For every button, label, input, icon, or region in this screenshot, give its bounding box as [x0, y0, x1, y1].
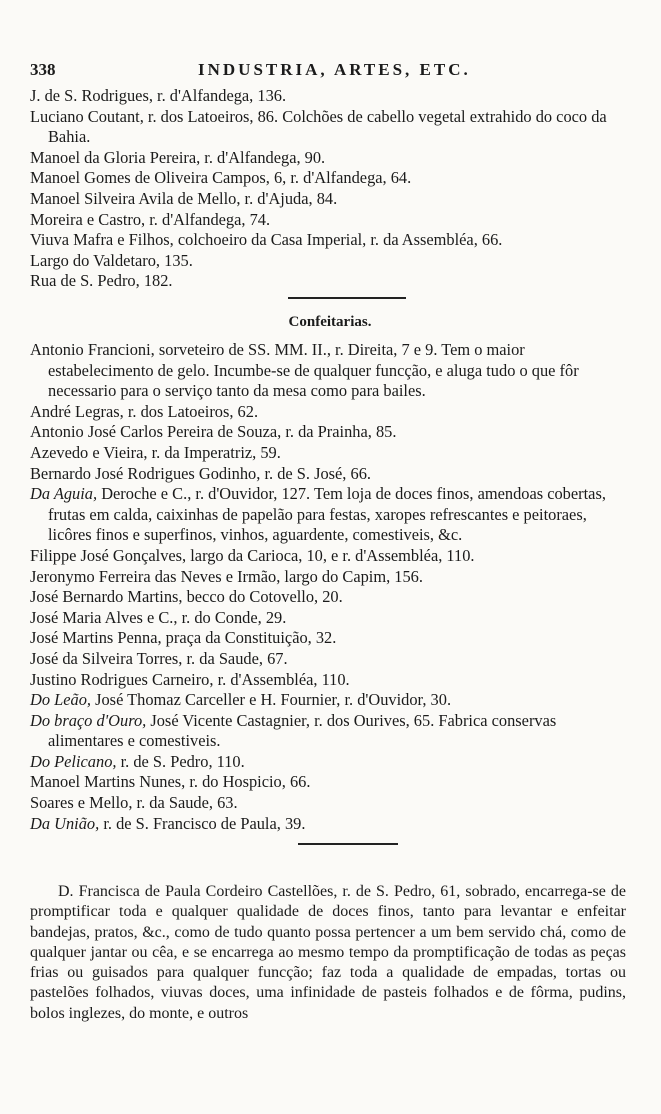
entry-text: Bernardo José Rodrigues Godinho, r. de S. José, 66.	[30, 463, 371, 483]
closing-paragraph: D. Francisca de Paula Cordeiro Castellões, r. de S. Pedro, 61, sobrado, encarrega-se de promptificar toda e qualquer qualidade de doces finos, tanto para levantar e enfeitar bandejas, pratos, &c., como de tudo quanto possa pertencer a um bem servido chá, como de qualquer jantar ou cêa, e se encarrega ao mesmo tempo da promptificação de todas as peças frias ou guisados para qualquer funcção; faz toda a qualidade de empadas, tortas ou pastelões folhados, viuvas doces, uma infinidade de pasteis folhados e de fôrma, pudins, bolos inglezes, do monte, e outros	[30, 883, 626, 1022]
upholsterers-list	[30, 86, 630, 292]
entry-text: Antonio Francioni, sorveteiro de SS. MM. II., r. Direita, 7 e 9. Tem o maior estabelecimento de gelo. Incumbe-se de qualquer funcção, e aluga tudo o que fôr necessario para o serviço tanto da mesa como para bailes.	[30, 340, 579, 401]
entry-text: Soares e Mello, r. da Saude, 63.	[30, 793, 238, 813]
entry-text: André Legras, r. dos Latoeiros, 62.	[30, 401, 259, 421]
list-item: Manoel da Gloria Pereira, r. d'Alfandega, 90.	[30, 147, 326, 167]
list-item	[30, 608, 630, 629]
list-item: Moreira e Castro, r. d'Alfandega, 74.	[30, 209, 271, 229]
list-item	[30, 628, 630, 649]
document-page	[30, 0, 630, 1114]
shop-name: Do Pelicano,	[30, 751, 117, 771]
entry-text: Manoel Martins Nunes, r. do Hospicio, 66.	[30, 772, 311, 792]
entry-text: Filippe José Gonçalves, largo da Carioca, 10, e r. d'Assembléa, 110.	[30, 545, 475, 565]
shop-name: Da Aguia,	[30, 484, 98, 504]
list-item	[30, 567, 630, 588]
list-item	[30, 772, 630, 793]
list-item	[30, 690, 630, 711]
list-item: Luciano Coutant, r. dos Latoeiros, 86. Colchões de cabello vegetal extrahido do coco da Bahia.	[30, 106, 607, 147]
list-item: Manoel Silveira Avila de Mello, r. d'Ajuda, 84.	[30, 188, 338, 208]
entry-text: José Bernardo Martins, becco do Cotovello, 20.	[30, 587, 343, 607]
list-item	[30, 649, 630, 670]
list-item	[30, 711, 630, 752]
entry-text: José Martins Penna, praça da Constituição, 32.	[30, 628, 337, 648]
entry-text: Antonio José Carlos Pereira de Souza, r. da Prainha, 85.	[30, 422, 397, 442]
shop-name: Do Leão,	[30, 690, 92, 710]
running-title: INDUSTRIA, ARTES, ETC.	[198, 60, 471, 79]
entry-text: José Maria Alves e C., r. do Conde, 29.	[30, 607, 287, 627]
section-divider	[298, 843, 398, 845]
list-item	[30, 814, 630, 835]
entry-text: r. de S. Pedro, 110.	[116, 751, 245, 771]
list-item	[30, 443, 630, 464]
entry-text: r. de S. Francisco de Paula, 39.	[99, 813, 306, 833]
section-divider	[288, 297, 406, 299]
list-item	[30, 546, 630, 567]
confectioners-list	[30, 340, 630, 834]
shop-name: Do braço d'Ouro,	[30, 710, 147, 730]
list-item: Rua de S. Pedro, 182.	[30, 271, 173, 291]
list-item	[30, 793, 630, 814]
list-item: J. de S. Rodrigues, r. d'Alfandega, 136.	[30, 86, 287, 105]
list-item	[30, 484, 630, 546]
list-item: Manoel Gomes de Oliveira Campos, 6, r. d'Alfandega, 64.	[30, 168, 412, 188]
entry-text: Jeronymo Ferreira das Neves e Irmão, largo do Capim, 156.	[30, 566, 423, 586]
shop-name: Da União,	[30, 813, 100, 833]
list-item	[30, 422, 630, 443]
entry-text: José Thomaz Carceller e H. Fournier, r. d'Ouvidor, 30.	[91, 690, 452, 710]
page-header	[30, 60, 630, 82]
list-item: Viuva Mafra e Filhos, colchoeiro da Casa Imperial, r. da Assembléa, 66.	[30, 230, 503, 250]
list-item	[30, 752, 630, 773]
entry-text: José Vicente Castagnier, r. dos Ourives, 65. Fabrica conservas alimentares e comestiveis.	[48, 710, 557, 751]
list-item	[30, 402, 630, 423]
entry-text: Justino Rodrigues Carneiro, r. d'Assembléa, 110.	[30, 669, 350, 689]
list-item: Largo do Valdetaro, 135.	[30, 250, 193, 270]
list-item	[30, 670, 630, 691]
entry-text: Azevedo e Vieira, r. da Imperatriz, 59.	[30, 442, 281, 462]
list-item	[30, 587, 630, 608]
list-item	[30, 340, 630, 402]
section-heading: Confeitarias.	[288, 314, 372, 330]
page-number: 338	[30, 60, 56, 79]
list-item	[30, 464, 630, 485]
entry-text: José da Silveira Torres, r. da Saude, 67.	[30, 648, 288, 668]
entry-text: Deroche e C., r. d'Ouvidor, 127. Tem loja de doces finos, amendoas cobertas, frutas em calda, caixinhas de papelão para festas, xaropes refrescantes e peitoraes, licôres finos e superfinos, vinhos, aguardente, comestiveis, &c.	[48, 484, 606, 545]
